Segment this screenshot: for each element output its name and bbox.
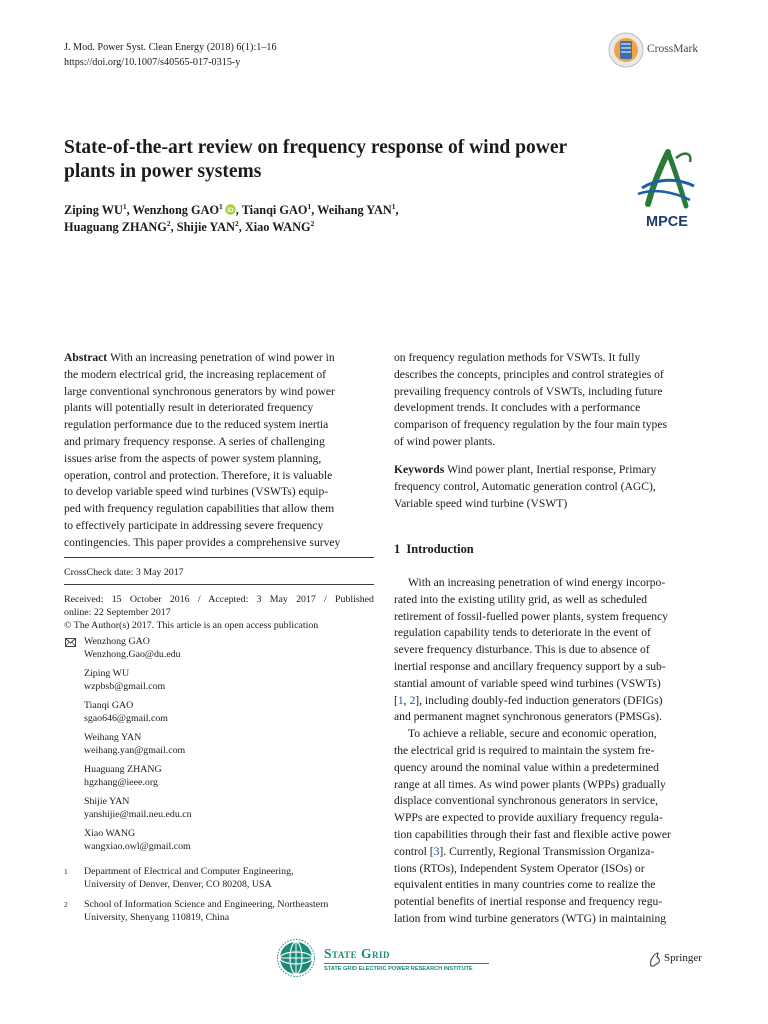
author-name: Xiao WANG: [244, 220, 311, 234]
contact-entry: [64, 732, 374, 764]
abstract-line: With an increasing penetration of wind power in: [110, 351, 335, 364]
contact-entry: [64, 828, 374, 860]
contact-email[interactable]: hgzhang@ieee.org: [84, 776, 158, 788]
abstract-line: large conventional synchronous generators by wind power: [64, 384, 335, 398]
contact-name: Ziping WU: [84, 668, 130, 679]
abstract-line: plants will potentially result in deteriorated frequency: [64, 401, 314, 415]
publisher-name: Springer: [664, 952, 702, 964]
published-date: online: 22 September 2017: [64, 606, 171, 618]
mpce-emblem-icon: [628, 144, 708, 219]
body-line: inertial response and ancillary frequency support by a sub-: [394, 659, 666, 673]
author-affiliation-mark: 1: [122, 201, 127, 211]
body-line: range at all times. As wind power plants (WPPs) gradually: [394, 777, 666, 791]
keywords-label: Keywords: [394, 463, 445, 476]
abstract-line: on frequency regulation methods for VSWTs. It fully: [394, 351, 641, 364]
contact-entry: [64, 668, 374, 700]
body-line: quency around the nominal value within a predetermined: [394, 760, 659, 774]
abstract-continued: [394, 350, 704, 451]
abstract-line: the modern electrical grid, the increasing replacement of: [64, 367, 327, 381]
separator-text: ,: [403, 693, 410, 707]
introduction-body: [394, 575, 704, 928]
state-grid-logo: [276, 938, 496, 978]
abstract-line: prevailing frequency controls of VSWTs, including future: [394, 384, 663, 398]
contact-entry: [64, 796, 374, 828]
citation-link[interactable]: 1: [397, 693, 404, 707]
springer-horse-icon: [648, 952, 661, 967]
abstract-line: to develop variable speed wind turbines (VSWTs) equip-: [64, 485, 329, 499]
author-affiliation-mark: 2: [166, 218, 171, 228]
abstract-line: regulation performance due to the reduced system inertia: [64, 418, 329, 432]
contact-name: Shijie YAN: [84, 796, 130, 807]
abstract-line: describes the concepts, principles and control strategies of: [394, 367, 664, 381]
abstract: [64, 350, 374, 552]
contact-entry: [64, 700, 374, 732]
crossmark-icon: [607, 30, 645, 70]
received-dates: Received: 15 October 2016 / Accepted: 3 May 2017 / Published: [64, 594, 374, 605]
abstract-line: contingencies. This paper provides a comprehensive survey: [64, 535, 341, 549]
abstract-line: development trends. It concludes with a performance: [394, 401, 641, 415]
contact-email[interactable]: Wenzhong.Gao@du.edu: [84, 648, 181, 660]
mpce-logo-text: MPCE: [646, 214, 688, 230]
copyright-notice: © The Author(s) 2017. This article is an open access publication: [64, 619, 319, 631]
abstract-line: issues arise from the aspects of power system planning,: [64, 451, 322, 465]
paper-title: [64, 136, 567, 184]
divider: [64, 557, 374, 558]
affiliation: [64, 899, 374, 927]
affiliation-line: Department of Electrical and Computer Engineering,: [84, 866, 294, 877]
author-name: Wenzhong GAO: [132, 203, 220, 217]
orcid-icon[interactable]: [225, 204, 236, 215]
author-name: Ziping WU: [64, 203, 123, 217]
section-number: 1: [394, 542, 401, 556]
body-line: the electrical grid is required to maintain the system fre-: [394, 743, 655, 757]
contact-list: [64, 636, 374, 860]
envelope-icon[interactable]: [65, 638, 76, 647]
publication-history: [64, 594, 374, 633]
body-line: [394, 693, 704, 710]
contact-entry: [64, 636, 374, 668]
author-name: Huaguang ZHANG: [64, 220, 167, 234]
keywords: [394, 462, 704, 512]
contact-email[interactable]: wzpbsb@gmail.com: [84, 680, 166, 692]
author-affiliation-mark: 2: [234, 218, 239, 228]
globe-icon: [276, 938, 316, 978]
author-affiliation-mark: 1: [391, 201, 396, 211]
body-line: With an increasing penetration of wind energy incorpo-: [408, 576, 666, 589]
keywords-line: Variable speed wind turbine (VSWT): [394, 496, 568, 510]
author-name: Tianqi GAO: [241, 203, 308, 217]
body-line: severe frequency disturbance. This is due to absence of: [394, 643, 650, 657]
abstract-line: comparison of frequency regulation by the four main types: [394, 418, 668, 432]
body-line: displace conventional synchronous generators in service,: [394, 794, 658, 808]
section-title: Introduction: [406, 542, 474, 556]
body-line: rated into the existing utility grid, as well as scheduled: [394, 592, 648, 606]
abstract-line: to effectively participate in addressing severe frequency: [64, 518, 324, 532]
body-line: potential benefits of inertial response and frequency regu-: [394, 895, 663, 909]
affiliation-line: University of Denver, Denver, CO 80208, USA: [84, 878, 272, 890]
abstract-line: operation, control and protection. Therefore, it is valuable: [64, 468, 333, 482]
journal-citation: J. Mod. Power Syst. Clean Energy (2018) 6(1):1–16: [64, 42, 277, 53]
body-line: tions (RTOs), Independent System Operator (ISOs) or: [394, 861, 645, 875]
contact-name: Xiao WANG: [84, 828, 136, 839]
crosscheck-date: CrossCheck date: 3 May 2017: [64, 567, 184, 578]
contact-name: Wenzhong GAO: [84, 636, 150, 647]
contact-name: Tianqi GAO: [84, 700, 134, 711]
affiliation: [64, 866, 374, 894]
body-line: stantial amount of variable speed wind turbines (VSWTs): [394, 676, 661, 690]
title-line: plants in power systems: [64, 161, 262, 182]
keywords-line: Wind power plant, Inertial response, Primary: [447, 463, 657, 476]
author-affiliation-mark: 2: [310, 218, 315, 228]
affiliation-number: 1: [64, 867, 68, 876]
author-affiliation-mark: 1: [307, 201, 312, 211]
abstract-label: Abstract: [64, 351, 108, 364]
body-text: ], including doubly-fed induction generators (DFIGs): [415, 693, 663, 707]
crossmark-label: CrossMark: [647, 43, 699, 55]
author-name: Weihang YAN: [317, 203, 392, 217]
body-text: control [: [394, 844, 434, 858]
affiliation-line: School of Information Science and Engineering, Northeastern: [84, 899, 329, 910]
body-line: tion capabilities through their fast and flexible active power: [394, 827, 671, 841]
body-line: and permanent magnet synchronous generators (PMSGs).: [394, 710, 662, 724]
title-line: State-of-the-art review on frequency response of wind power: [64, 137, 568, 158]
body-line: retirement of fossil-fuelled power plants, system frequency: [394, 609, 668, 623]
author-line: Ziping $WU^1$, Wenzhong GAO$^1$ iD , Tianqi GAO$^1$, Weihang YAN$^1$,: [64, 201, 399, 217]
body-line: To achieve a reliable, secure and economic operation,: [408, 727, 657, 741]
state-grid-subtitle: STATE GRID ELECTRIC POWER RESEARCH INSTITUTE: [324, 966, 473, 972]
author-affiliation-mark: 1: [219, 201, 223, 211]
doi-link[interactable]: https://doi.org/10.1007/s40565-017-0315-y: [64, 57, 241, 68]
crossmark-badge[interactable]: [607, 30, 717, 70]
mpce-logo: [628, 144, 708, 234]
abstract-line: ped with frequency regulation capabilities that allow them: [64, 502, 335, 516]
citation-link[interactable]: 2: [409, 693, 416, 707]
body-line: regulation capability tends to deteriorate in the event of: [394, 626, 651, 640]
citation-link[interactable]: 3: [433, 844, 440, 858]
divider: [64, 584, 374, 585]
contact-name: Weihang YAN: [84, 732, 142, 743]
bracket-text: [: [394, 693, 398, 707]
body-line: lation from wind turbine generators (WTG) in maintaining: [394, 911, 667, 925]
contact-email[interactable]: wangxiao.owl@gmail.com: [84, 840, 191, 852]
body-line: WPPs are expected to provide auxiliary frequency regula-: [394, 811, 663, 825]
author-line: Huaguang ZHANG$^2$, Shijie YAN$^2$, Xiao WANG$^2$: [64, 218, 315, 234]
contact-entry: [64, 764, 374, 796]
state-grid-title: State Grid: [324, 946, 391, 961]
body-line: [394, 844, 704, 861]
affiliation-line: University, Shenyang 110819, China: [84, 911, 230, 923]
abstract-line: of wind power plants.: [394, 434, 496, 448]
contact-name: Huaguang ZHANG: [84, 764, 162, 775]
contact-email[interactable]: yanshijie@mail.neu.edu.cn: [84, 808, 192, 820]
svg-text:iD: iD: [227, 207, 234, 214]
keywords-line: frequency control, Automatic generation control (AGC),: [394, 479, 656, 493]
contact-email[interactable]: weihang.yan@gmail.com: [84, 744, 186, 756]
affiliation-number: 2: [64, 900, 68, 909]
abstract-line: and primary frequency response. A series of challenging: [64, 434, 325, 448]
body-line: equivalent entities in many countries come to realize the: [394, 878, 656, 892]
divider: [324, 963, 489, 964]
section-heading-introduction: [394, 542, 474, 557]
body-text: ]. Currently, Regional Transmission Organiza-: [439, 844, 655, 858]
author-name: Shijie YAN: [176, 220, 235, 234]
contact-email[interactable]: sgao646@gmail.com: [84, 712, 168, 724]
